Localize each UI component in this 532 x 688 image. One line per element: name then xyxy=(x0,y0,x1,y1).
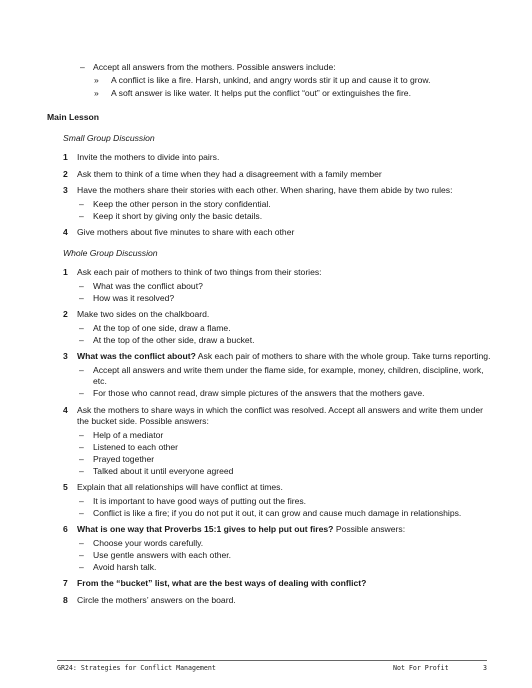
step-text: Give mothers about five minutes to share with each other xyxy=(77,227,295,237)
dash-marker: – xyxy=(79,561,84,572)
step-bullet xyxy=(77,466,492,478)
step-bullets xyxy=(77,323,492,347)
dash-marker: – xyxy=(79,280,84,291)
small-group-heading: Small Group Discussion xyxy=(63,132,155,143)
step-text: Invite the mothers to divide into pairs. xyxy=(77,152,220,162)
step-bullet xyxy=(77,454,492,466)
intro-sub-text: A conflict is like a fire. Harsh, unkind, and angry words stir it up and cause it to grow. xyxy=(111,74,431,85)
intro-sub-bullet xyxy=(47,88,492,100)
dash-marker: – xyxy=(79,453,84,464)
step-question: What was the conflict about? xyxy=(77,351,196,361)
step-bullets xyxy=(77,199,492,223)
step-text: Ask each pair of mothers to think of two things from their stories: xyxy=(77,267,322,277)
step-bullet xyxy=(77,508,492,520)
step-question: From the “bucket” list, what are the best ways of dealing with conflict? xyxy=(77,578,367,588)
step-bullet xyxy=(77,323,492,335)
step-number: 2 xyxy=(63,309,68,319)
whole-step xyxy=(47,405,492,478)
bullet-text: Avoid harsh talk. xyxy=(93,561,157,572)
bullet-text: For those who cannot read, draw simple pictures of the answers that the mothers gave. xyxy=(93,388,425,398)
main-lesson-heading: Main Lesson xyxy=(47,112,100,122)
dash-marker: – xyxy=(79,334,84,345)
step-bullets xyxy=(77,281,492,305)
step-bullets xyxy=(77,538,492,574)
step-bullet xyxy=(77,430,492,442)
step-bullet xyxy=(77,496,492,508)
step-bullet xyxy=(77,199,492,211)
dash-marker: – xyxy=(79,210,84,221)
step-bullet xyxy=(77,550,492,562)
step-number: 4 xyxy=(63,404,68,415)
whole-step xyxy=(47,595,492,607)
dash-marker: – xyxy=(79,429,84,440)
small-step xyxy=(47,227,492,239)
dash-marker: – xyxy=(79,292,84,303)
bullet-text: Keep the other person in the story confidential. xyxy=(93,198,271,209)
intro-sub-text: A soft answer is like water. It helps put the conflict “out” or extinguishes the fire. xyxy=(111,87,411,98)
intro-text: Accept all answers from the mothers. Possible answers include: xyxy=(93,62,336,72)
whole-step xyxy=(47,309,492,346)
page-number: 3 xyxy=(483,664,487,672)
chevron-marker: » xyxy=(94,87,99,98)
bullet-text: Listened to each other xyxy=(93,441,179,452)
dash-marker: – xyxy=(79,388,84,398)
dash-marker: – xyxy=(79,364,84,375)
whole-step xyxy=(47,351,492,400)
step-bullet xyxy=(77,365,492,388)
whole-step xyxy=(47,524,492,573)
step-number: 8 xyxy=(63,594,68,605)
step-text: Explain that all relationships will have conflict at times. xyxy=(77,482,283,492)
step-bullets xyxy=(77,496,492,520)
footer-notice: Not For Profit xyxy=(393,664,449,672)
step-number: 5 xyxy=(63,482,68,492)
small-step xyxy=(47,185,492,222)
dash-marker: – xyxy=(79,322,84,333)
bullet-text: Help of a mediator xyxy=(93,429,164,440)
step-bullet xyxy=(77,562,492,574)
step-bullet xyxy=(77,388,492,400)
dash-marker: – xyxy=(79,549,84,560)
whole-step xyxy=(47,267,492,304)
dash-marker: – xyxy=(80,62,85,72)
step-number: 3 xyxy=(63,351,68,361)
bullet-text: Accept all answers and write them under the flame side, for example, money, children, discipline, work, etc. xyxy=(93,364,484,386)
step-bullets xyxy=(77,430,492,478)
step-bullet xyxy=(77,538,492,550)
dash-marker: – xyxy=(79,507,84,518)
step-bullet xyxy=(77,281,492,293)
dash-marker: – xyxy=(79,198,84,209)
dash-marker: – xyxy=(79,495,84,506)
intro-bullet xyxy=(47,62,492,74)
step-bullet xyxy=(77,211,492,223)
bullet-text: Use gentle answers with each other. xyxy=(93,549,232,560)
dash-marker: – xyxy=(79,441,84,452)
bullet-text: At the top of the other side, draw a bucket. xyxy=(93,334,255,345)
footer-title: GR24: Strategies for Conflict Management xyxy=(57,664,216,672)
chevron-marker: » xyxy=(94,74,99,85)
bullet-text: At the top of one side, draw a flame. xyxy=(93,322,231,333)
step-number: 6 xyxy=(63,524,68,534)
intro-sub-bullet xyxy=(47,75,492,87)
small-step xyxy=(47,152,492,164)
whole-step xyxy=(47,578,492,590)
step-bullet xyxy=(77,335,492,347)
step-text: Circle the mothers’ answers on the board. xyxy=(77,594,236,605)
bullet-text: It is important to have good ways of putting out the fires. xyxy=(93,495,307,506)
step-question: What is one way that Proverbs 15:1 gives to help put out fires? xyxy=(77,524,334,534)
bullet-text: How was it resolved? xyxy=(93,292,175,303)
step-number: 2 xyxy=(63,168,68,179)
bullet-text: Conflict is like a fire; if you do not put it out, it can grow and cause much damage in relationships. xyxy=(93,507,462,518)
whole-group-heading: Whole Group Discussion xyxy=(63,247,158,258)
step-text: Ask them to think of a time when they had a disagreement with a family member xyxy=(77,168,382,179)
dash-marker: – xyxy=(79,465,84,476)
step-text: Have the mothers share their stories with each other. When sharing, have them abide by two rules: xyxy=(77,185,453,195)
step-number: 4 xyxy=(63,227,68,237)
step-number: 3 xyxy=(63,185,68,195)
document-body xyxy=(47,62,492,611)
step-number: 1 xyxy=(63,267,68,277)
step-number: 1 xyxy=(63,152,68,162)
step-text: Ask each pair of mothers to share with the whole group. Take turns reporting. xyxy=(195,351,491,361)
whole-step xyxy=(47,482,492,519)
step-bullet xyxy=(77,442,492,454)
step-text: Ask the mothers to share ways in which the conflict was resolved. Accept all answers and write them under the bucket side. Possible answers: xyxy=(77,404,484,426)
bullet-text: Talked about it until everyone agreed xyxy=(93,465,234,476)
step-bullets xyxy=(77,365,492,400)
small-step xyxy=(47,169,492,181)
bullet-text: What was the conflict about? xyxy=(93,280,203,291)
step-text: Possible answers: xyxy=(333,524,406,534)
bullet-text: Keep it short by giving only the basic details. xyxy=(93,210,263,221)
step-number: 7 xyxy=(63,578,68,588)
step-text: Make two sides on the chalkboard. xyxy=(77,309,210,319)
step-bullet xyxy=(77,293,492,305)
dash-marker: – xyxy=(79,537,84,548)
page-footer xyxy=(57,660,487,672)
bullet-text: Prayed together xyxy=(93,453,155,464)
bullet-text: Choose your words carefully. xyxy=(93,537,204,548)
